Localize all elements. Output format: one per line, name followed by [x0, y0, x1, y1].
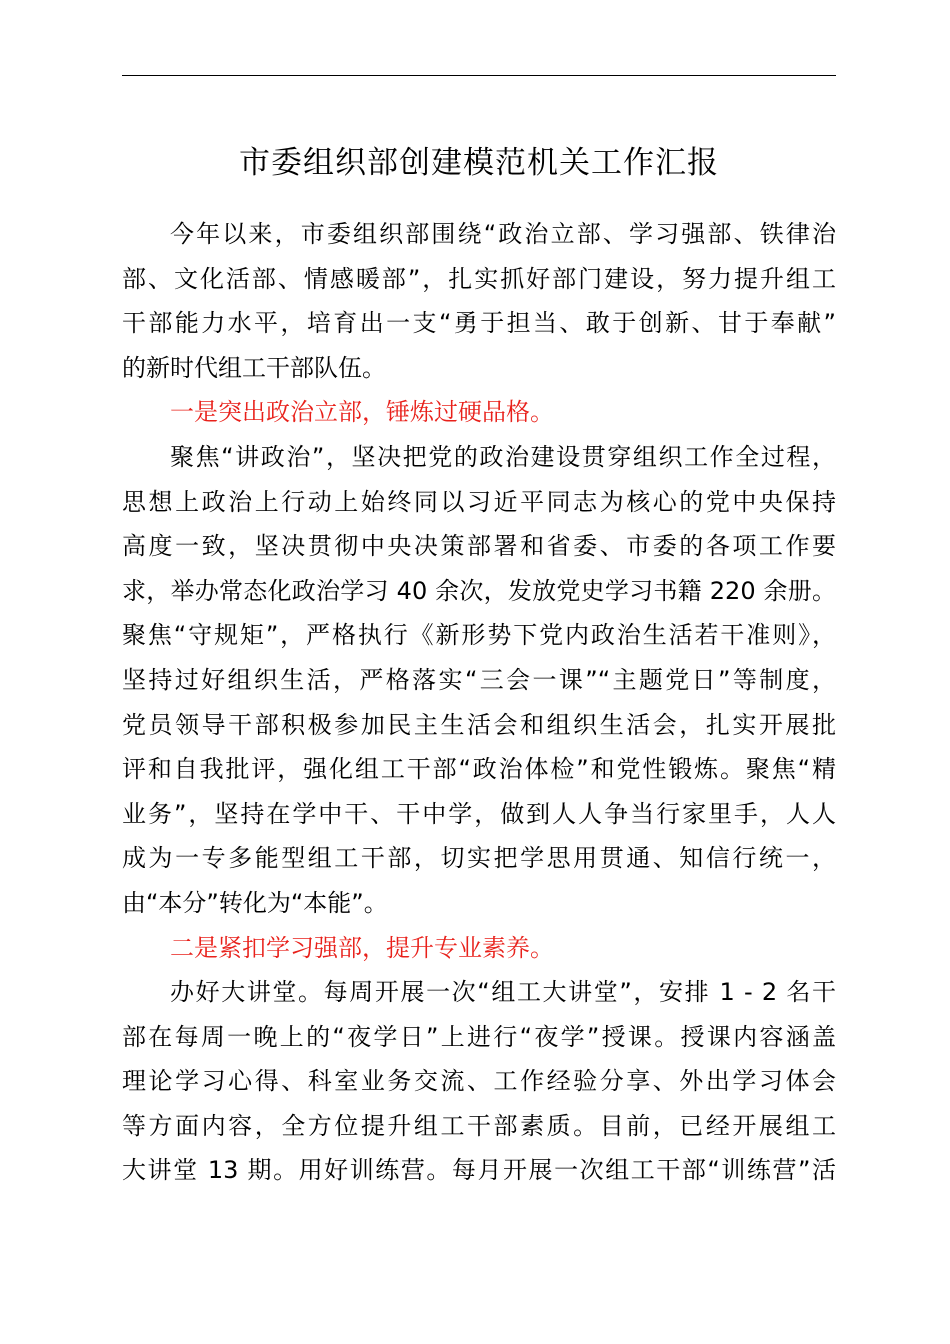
section-heading: 二是紧扣学习强部，提升专业素养。 — [170, 933, 554, 962]
paragraph-line: 办好大讲堂。每周开展一次“组工大讲堂”，安排 1 - 2 名干 — [170, 978, 836, 1007]
paragraph-line: 由“本分”转化为“本能”。 — [122, 888, 388, 917]
paragraph-line: 评和自我批评，强化组工干部“政治体检”和党性锻炼。聚焦“精 — [122, 755, 836, 784]
paragraph-line: 党员领导干部积极参加民主生活会和组织生活会，扎实开展批 — [122, 710, 836, 739]
paragraph-line: 部在每周一晚上的“夜学日”上进行“夜学”授课。授课内容涵盖 — [122, 1022, 836, 1051]
paragraph-line: 理论学习心得、科室业务交流、工作经验分享、外出学习体会 — [122, 1067, 836, 1096]
paragraph-line: 聚焦“守规矩”，严格执行《新形势下党内政治生活若干准则》， — [122, 621, 836, 650]
paragraph-line: 部、文化活部、情感暖部”，扎实抓好部门建设，努力提升组工 — [122, 264, 836, 293]
paragraph-line: 等方面内容，全方位提升组工干部素质。目前，已经开展组工 — [122, 1111, 836, 1140]
paragraph-line: 求，举办常态化政治学习 40 余次，发放党史学习书籍 220 余册。 — [122, 576, 836, 605]
paragraph-line: 思想上政治上行动上始终同以习近平同志为核心的党中央保持 — [122, 487, 836, 516]
paragraph-line: 的新时代组工干部队伍。 — [122, 353, 386, 382]
paragraph-line: 干部能力水平，培育出一支“勇于担当、敢于创新、甘于奉献” — [122, 309, 836, 338]
paragraph-line: 今年以来，市委组织部围绕“政治立部、学习强部、铁律治 — [170, 220, 836, 248]
document-title: 市委组织部创建模范机关工作汇报 — [239, 145, 719, 181]
paragraph-line: 成为一专多能型组工干部，切实把学思用贯通、知信行统一， — [122, 844, 836, 873]
header-rule — [122, 75, 836, 76]
document-body — [122, 212, 836, 1193]
section-heading: 一是突出政治立部，锤炼过硬品格。 — [170, 398, 554, 427]
paragraph-line: 业务”，坚持在学中干、干中学，做到人人争当行家里手，人人 — [122, 799, 836, 828]
paragraph-line: 聚焦“讲政治”，坚决把党的政治建设贯穿组织工作全过程， — [170, 442, 836, 471]
paragraph-line: 坚持过好组织生活，严格落实“三会一课”“主题党日”等制度， — [122, 665, 836, 694]
paragraph-line: 大讲堂 13 期。用好训练营。每月开展一次组工干部“训练营”活 — [122, 1156, 836, 1185]
paragraph-line: 高度一致，坚决贯彻中央决策部署和省委、市委的各项工作要 — [122, 532, 836, 561]
